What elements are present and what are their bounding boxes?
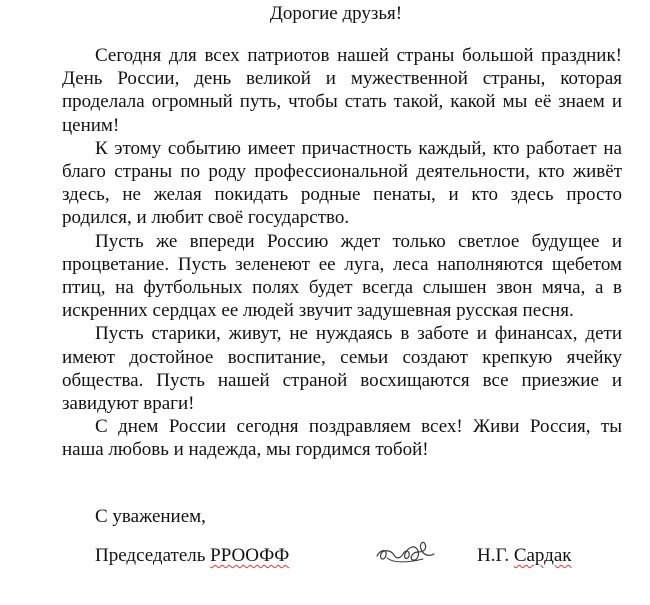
handwritten-signature [373, 537, 437, 567]
paragraph-future: Пусть же впереди Россию ждет только светлое будущее и процветание. Пусть зеленеют ее луга, леса наполняются щебетом птиц, на футбольных полях будет всегда слышен звон мяча, а в искренних сердцах ее людей звучит задушевная русская песня. [62, 230, 622, 322]
signer-organization: РРООФФ [210, 545, 290, 566]
paragraph-holiday: Сегодня для всех патриотов нашей страны большой праздник! День России, день великой и мужественной страны, которая проделала огромный путь, чтобы стать такой, какой мы её знаем и ценим! [62, 45, 622, 136]
letter-body [62, 44, 622, 462]
signer-title-prefix: Председатель [95, 545, 206, 566]
letter-greeting: Дорогие друзья! [269, 3, 403, 24]
signer-surname: Сардак [513, 545, 572, 566]
signature-block [95, 545, 615, 585]
closing-phrase: С уважением, [95, 506, 206, 527]
signer-name [477, 545, 572, 567]
paragraph-congratulations: С днем России сегодня поздравляем всех! Живи Россия, ты наша любовь и надежда, мы гордимся тобой! [62, 416, 622, 461]
signer-title [95, 545, 289, 567]
paragraph-wishes: Пусть старики, живут, не нуждаясь в заботе и финансах, дети имеют достойное воспитание, семьи создают крепкую ячейку общества. Пусть нашей страной восхищаются все приезжие и завидуют враги! [62, 323, 622, 415]
paragraph-involvement: К этому событию имеет причастность каждый, кто работает на благо страны по роду профессиональной деятельности, кто живёт здесь, не желая покидать родные пенаты, и кто здесь просто родился, и любит своё государство. [62, 137, 622, 229]
signer-initials: Н.Г. [477, 545, 510, 566]
